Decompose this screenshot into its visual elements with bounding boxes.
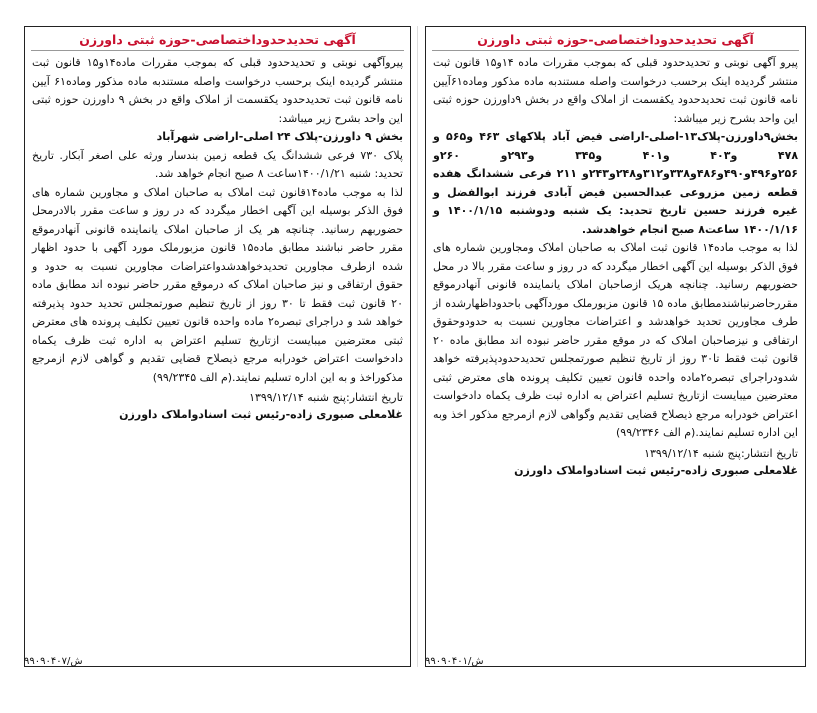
publish-date: تاریخ انتشار:پنج شنبه ۱۳۹۹/۱۲/۱۴ bbox=[249, 391, 403, 404]
notice-section: بخش ۹ داورزن-پلاک ۲۴ اصلی-اراضی شهرآباد bbox=[156, 130, 403, 143]
notice-intro: پیرو آگهی نوبتی و تحدیدحدود قبلی که بموجب مقررات ماده ۱۴و۱۵ قانون ثبت منتشر گردیده اینک برحسب درخواست واصله مستندبه ماده مذکور وماده۶۱آیین نامه قانون ثبت تحدیدحدود یکقسمت از املاک واقع در بخش ۹داورزن حوزه ثبتی این واحد بشرح زیر میباشد: bbox=[433, 56, 798, 125]
notice-title: آگهی تحدیدحدوداختصاصی-حوزه ثبتی داورزن bbox=[432, 27, 799, 51]
notice-body: لذا به موجب ماده۱۴ قانون ثبت املاک به صاحبان املاک ومجاورین شماره های فوق الذکر بوسیله این آگهی اخطار میگردد که در روز و ساعت مقرر بالا در محل حضوربهم رسانید. چنانچه هریک ازصاحبان املاک یانماینده قانونی آنهادرموقع مقررحاضرنباشندمطابق ماده ۱۵ قانون مزبورملک موردآگهی باحدوداظهارشده از طرف مجاورین تحدید خواهدشد و اعتراضات مجاورین نسبت به حدودوحقوق ارتفاقی و نیزصاحبان املاک که در موقع مقرر حاضر نبوده اند مطابق ماده ۲۰ قانون ثبت فقط تا۳۰ روز از تاریخ تنظیم صورتمجلس تحدیدحدودپذیرفته خواهد شدودراجرای تبصره۲ماده واحده قانون تعیین تکلیف پرونده های معترض ثبتی معترضین میبایست ازتاریخ تسلیم اعتراض به اداره ثبت ظرف یکماه دادخواست اعتراض خودرابه مرجع ذیصلاح قضایی تقدیم وگواهی لازم ازمرجع مذکور اخذ وبه این اداره تسلیم نمایند.(م الف ۹۹/۲۳۴۶) bbox=[433, 241, 799, 439]
publish-date: تاریخ انتشار:پنج شنبه ۱۳۹۹/۱۲/۱۴ bbox=[644, 446, 798, 460]
signature: غلامعلی صبوری زاده-رئیس ثبت اسنادواملاک داورزن bbox=[514, 463, 798, 477]
notice-left bbox=[24, 26, 411, 667]
notice-details: پلاک ۷۳۰ فرعی ششدانگ یک قطعه زمین بندسار ورثه علی اصغر آبکار. تاریخ تحدید: شنبه ۱۴۰۰/۱/۲۱ساعت ۸ صبح انجام خواهد شد. bbox=[32, 148, 403, 180]
notice-intro: پیروآگهی نوبتی و تحدیدحدود قبلی که بموجب مقررات ماده۱۴و۱۵ قانون ثبت منتشر گردیده اینک برحسب درخواست واصله مستندبه ماده مذکور وماده۶۱ آیین نامه قانون ثبت تحدیدحدود یکقسمت از املاک واقع در بخش ۹ داورزن حوزه ثبتی این واحد بشرح زیر میباشد: bbox=[32, 56, 404, 125]
notice-code: ۹۹۰۹۰۴۰۱/ش bbox=[425, 656, 484, 667]
notice-code: ۹۹۰۹۰۴۰۷/ش bbox=[24, 656, 83, 667]
notice-section: بخش۹داورزن-پلاک۱۳-اصلی-اراضی فیض آباد پلاکهای ۴۶۳ و۵۶۵ و ۴۷۸ و۴۰۳ و۴۰۱ و۳۴۵ و۲۹۳و ۲۶۰و ۲۵۶و۴۹۶و۴۹۰و۴۸۶و۳۳۸و۳۱۲و۲۴۸و۲۴۳و ۲۱۱ فرعی ششدانگ هفده قطعه زمین مزروعی عبدالحسین فیض آبادی فرزند ابوالفضل و غیره فرزند حسین تاریخ تحدید: یک شنبه ودوشنبه ۱۴۰۰/۱/۱۵ و ۱۴۰۰/۱/۱۶ ساعت۸ صبح انجام خواهدشد. bbox=[433, 130, 799, 236]
signature: غلامعلی صبوری زاده-رئیس ثبت اسنادواملاک داورزن bbox=[119, 408, 403, 421]
notice-body: لذا به موجب ماده۱۴قانون ثبت املاک به صاحبان املاک و مجاورین شماره های فوق الذکر بوسیله این آگهی اخطار میگردد که در روز و ساعت مقرر بالادرمحل حضوربهم رسانید. چنانچه هر یک از صاحبان املاک یانماینده قانونی آنهادرموقع مقرر حاضر نباشند مطابق ماده۱۵ قانون مزبورملک مورد آگهی با حدود اظهار شده ازطرف مجاورین تحدیدخواهدشدواعتراضات مجاورین نسبت به حدود و حقوق ارتفاقی و نیز صاحبان املاک که درموقع مقرر حاضر نبوده اند مطابق ماده ۲۰ قانون ثبت فقط تا ۳۰ روز از تاریخ تنظیم صورتمجلس تحدید حدود پذیرفته خواهد شد و دراجرای تبصره۲ ماده واحده قانون تعیین تکلیف پرونده های معترض ثبتی معترضین میبایست ازتاریخ تسلیم اعتراض به اداره ثبت ظرف یکماه دادخواست اعتراض خودرابه مرجع ذیصلاح قضایی تقدیم و گواهی لازم ازمرجع مذکوراخذ و به این اداره تسلیم نمایند.(م الف ۹۹/۲۳۴۵) bbox=[32, 185, 404, 384]
column-divider bbox=[417, 26, 418, 667]
notice-title: آگهی تحدیدحدوداختصاصی-حوزه ثبتی داورزن bbox=[31, 27, 404, 51]
notice-right bbox=[425, 26, 806, 667]
